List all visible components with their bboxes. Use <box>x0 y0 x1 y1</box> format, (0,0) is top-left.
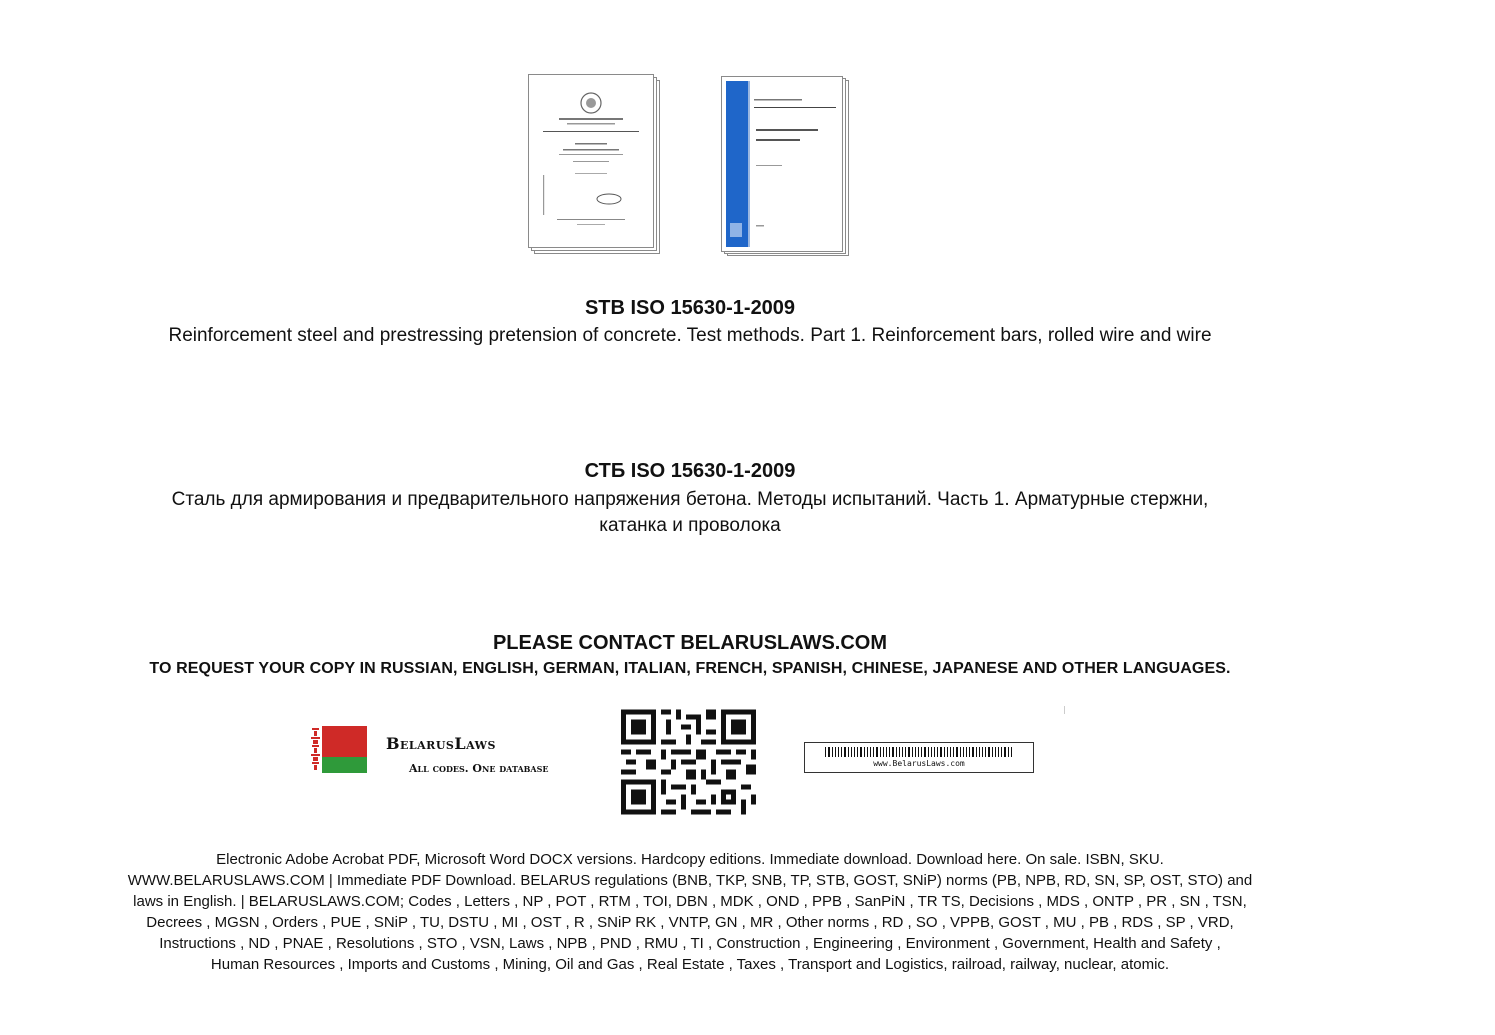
document-title-russian: СТБ ISO 15630-1-2009 <box>584 460 796 482</box>
cover-sheet-front <box>721 76 843 252</box>
blue-stripe-cover-graphic <box>722 77 842 251</box>
contact-subheading: TO REQUEST YOUR COPY IN RUSSIAN, ENGLISH, GERMAN, ITALIAN, FRENCH, SPANISH, CHINESE, JAPANESE AND OTHER LANGUAGES. <box>149 660 1231 677</box>
contact-heading: PLEASE CONTACT BELARUSLAWS.COM <box>492 632 888 654</box>
logo-wordmark: BelarusLaws <box>386 734 496 753</box>
barcode-label[interactable] <box>804 742 1034 773</box>
footer-line: Instructions , ND , PNAE , Resolutions , STO , VSN, Laws , NPB , PND , RMU , TI , Construction , Engineering , Environment , Government, Health and Safety , <box>159 935 1221 952</box>
qr-code-image[interactable] <box>621 709 756 815</box>
document-description-russian <box>0 487 1380 539</box>
barcode-caption: www.BelarusLaws.com <box>873 759 965 768</box>
barcode-image <box>805 745 1033 759</box>
divider-mark <box>1064 706 1065 714</box>
logo-tagline: All codes. One database <box>409 762 549 775</box>
description-russian-line-1: Сталь для армирования и предварительного напряжения бетона. Методы испытаний. Часть 1. Арматурные стержни, <box>171 489 1209 510</box>
footer-line: Decrees , MGSN , Orders , PUE , SNiP , TU, DSTU , MI , OST , R , SNiP RK , VNTP, GN , MR , Other norms , RD , SO , VPPB, GOST , MU , PB , RDS , SP , VRD, <box>146 914 1234 931</box>
cover-sheet-front <box>528 74 654 248</box>
description-russian-line-2: катанка и проволока <box>599 515 781 536</box>
footer-line: Human Resources , Imports and Customs , Mining, Oil and Gas , Real Estate , Taxes , Transport and Logistics, railroad, railway, nuclear, atomic. <box>210 956 1170 973</box>
emblem-cover-graphic <box>529 75 653 247</box>
footer-line: laws in English. | BELARUSLAWS.COM; Codes , Letters , NP , POT , RTM , TOI, DBN , MDK , OND , PPB , SanPiN , TR TS, Decisions , MDS , ONTP , PR , SN , TSN, <box>133 893 1247 910</box>
footer-description <box>0 849 1380 975</box>
footer-line: WWW.BELARUSLAWS.COM | Immediate PDF Download. BELARUS regulations (BNB, TKP, SNB, TP, STB, GOST, SNiP) norms (PB, NPB, RD, SN, SP, OST, STO) and <box>127 872 1253 889</box>
document-cover-thumbnail-2 <box>721 76 851 258</box>
footer-line: Electronic Adobe Acrobat PDF, Microsoft Word DOCX versions. Hardcopy editions. Immediate download. Download here. On sale. ISBN, SKU. <box>216 851 1164 868</box>
document-description-english: Reinforcement steel and prestressing pretension of concrete. Test methods. Part 1. Reinforcement bars, rolled wire and wire <box>168 325 1212 346</box>
belarus-flag-icon <box>309 726 367 773</box>
document-title-english: STB ISO 15630-1-2009 <box>584 297 796 319</box>
document-cover-thumbnail-1 <box>528 74 662 256</box>
belaruslaws-logo[interactable] <box>309 724 594 780</box>
